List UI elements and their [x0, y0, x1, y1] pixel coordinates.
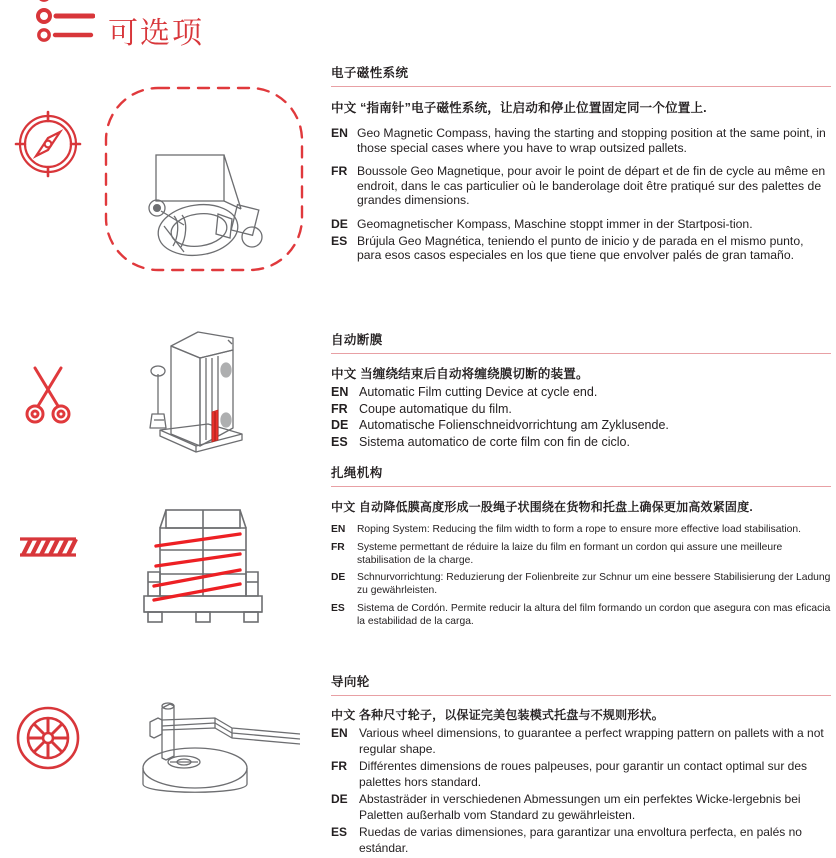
page-header [0, 0, 836, 60]
language-text: Boussole Geo Magnetique, pour avoir le point de départ et de fin de cycle au même en endroit, dans le cas particulier où le banderolage doit être pratiqué sur des palettes de grandes dimensions. [357, 164, 826, 208]
section-chinese-text: 中文 “指南针”电子磁性系统，让启动和停止位置固定同一个位置上. [331, 101, 707, 115]
language-code: DE [331, 572, 346, 584]
language-list [331, 126, 831, 263]
section-divider [331, 695, 831, 696]
section-title: 导向轮 [331, 675, 370, 689]
language-code: EN [331, 524, 346, 535]
language-text: Différentes dimensions de roues palpeuses, pour garantir un contact optimal sur des palettes hors standard. [359, 759, 808, 789]
language-row [331, 417, 831, 434]
bullet-list-icon [33, 0, 95, 48]
compass-icon [0, 108, 96, 180]
language-code: DE [331, 216, 348, 231]
language-text: Schnurvorrichtung: Reduzierung der Folienbreite zur Schnur um eine bessere Stabilisierung der Ladung zu gewährleisten. [357, 572, 831, 597]
scissors-icon [0, 362, 96, 428]
language-text: Systeme permettant de réduire la laize du film en formant un cordon qui assure une meilleure stabilisation de la charge. [357, 541, 783, 566]
language-list [331, 524, 831, 629]
language-code: FR [331, 401, 348, 416]
language-text: Brújula Geo Magnética, teniendo el punto de inicio y de parada en el mismo punto, para esos casos especiales en los que tiene que envolver palés de gran tamaño. [357, 233, 804, 263]
language-text: Various wheel dimensions, to guarantee a perfect wrapping pattern on pallets with a not regular shape. [359, 726, 824, 756]
language-row [331, 164, 831, 208]
section-chinese-text: 中文 各种尺寸轮子，以保证完美包装模式托盘与不规则形状。 [331, 708, 664, 722]
language-row [331, 524, 831, 537]
wheel-icon [0, 703, 96, 773]
language-list [331, 384, 831, 450]
language-text: Sistema de Cordón. Permite reducir la altura del film formando un cordon que asegura con mas eficacia la estabilidad de la carga. [357, 602, 831, 627]
section-divider [331, 486, 831, 487]
section-automatic-film-cutting [331, 330, 831, 450]
language-row [331, 758, 831, 790]
language-code: ES [331, 602, 345, 614]
section-chinese-text: 中文 当缠绕结束后自动将缠绕膜切断的装置。 [331, 367, 589, 381]
section-title: 电子磁性系统 [331, 66, 409, 80]
language-row [331, 824, 831, 856]
section-title: 自动断膜 [331, 333, 383, 347]
language-row [331, 603, 831, 629]
section-chinese-text: 中文 自动降低膜高度形成一股绳子状围绕在货物和托盘上确保更加高效紧固度. [331, 500, 753, 514]
language-row [331, 234, 831, 263]
language-row [331, 384, 831, 401]
language-text: Roping System: Reducing the film width to form a rope to ensure more effective load stabilisation. [357, 524, 801, 535]
language-code: EN [331, 726, 348, 740]
language-row [331, 791, 831, 823]
language-code: FR [331, 759, 347, 773]
guide-wheel-assembly [140, 690, 310, 820]
language-text: Sistema automatico de corte film con fin de ciclo. [359, 434, 630, 449]
section-roping-system [331, 463, 831, 634]
language-code: ES [331, 233, 348, 248]
page-title: 可选项 [108, 16, 204, 51]
language-text: Geomagnetischer Kompass, Maschine stoppt immer in der Startposi-tion. [357, 216, 753, 231]
section-divider [331, 86, 831, 87]
language-text: Geo Magnetic Compass, having the starting and stopping position at the same point, in those special cases where you have to wrap outsized pallets. [357, 126, 826, 155]
section-geo-magnetic-compass [331, 63, 831, 272]
language-text: Abstasträder in verschiedenen Abmessungen um ein perfektes Wicke-lergebnis bei Paletten außerhalb vom Standard zu gewährleisten. [359, 792, 801, 822]
language-code: ES [331, 434, 348, 449]
language-text: Ruedas de varias dimensiones, para garantizar una envoltura perfecta, en palés no estándar. [359, 825, 802, 855]
wrapping-machine-dashed-outline [100, 82, 310, 277]
section-title: 扎绳机构 [331, 466, 383, 480]
language-row [331, 126, 831, 155]
language-code: DE [331, 792, 348, 806]
language-row [331, 542, 831, 568]
language-code: FR [331, 541, 345, 553]
rope-icon [0, 534, 96, 560]
language-text: Automatic Film cutting Device at cycle end. [359, 385, 598, 399]
language-row [331, 572, 831, 598]
language-row [331, 725, 831, 757]
section-guide-wheels [331, 672, 831, 857]
language-code: FR [331, 164, 348, 179]
language-row [331, 401, 831, 418]
section-divider [331, 353, 831, 354]
language-row [331, 217, 831, 232]
machine-cabinet-with-red-cutter [138, 324, 288, 460]
language-text: Coupe automatique du film. [359, 401, 512, 416]
language-row [331, 434, 831, 451]
language-code: EN [331, 126, 348, 140]
language-text: Automatische Folienschneidvorrichtung am Zyklusende. [359, 418, 669, 432]
language-code: DE [331, 418, 349, 432]
language-code: ES [331, 825, 348, 839]
language-list [331, 725, 831, 856]
language-code: EN [331, 385, 349, 399]
pallet-load-with-red-ropes [140, 496, 290, 644]
